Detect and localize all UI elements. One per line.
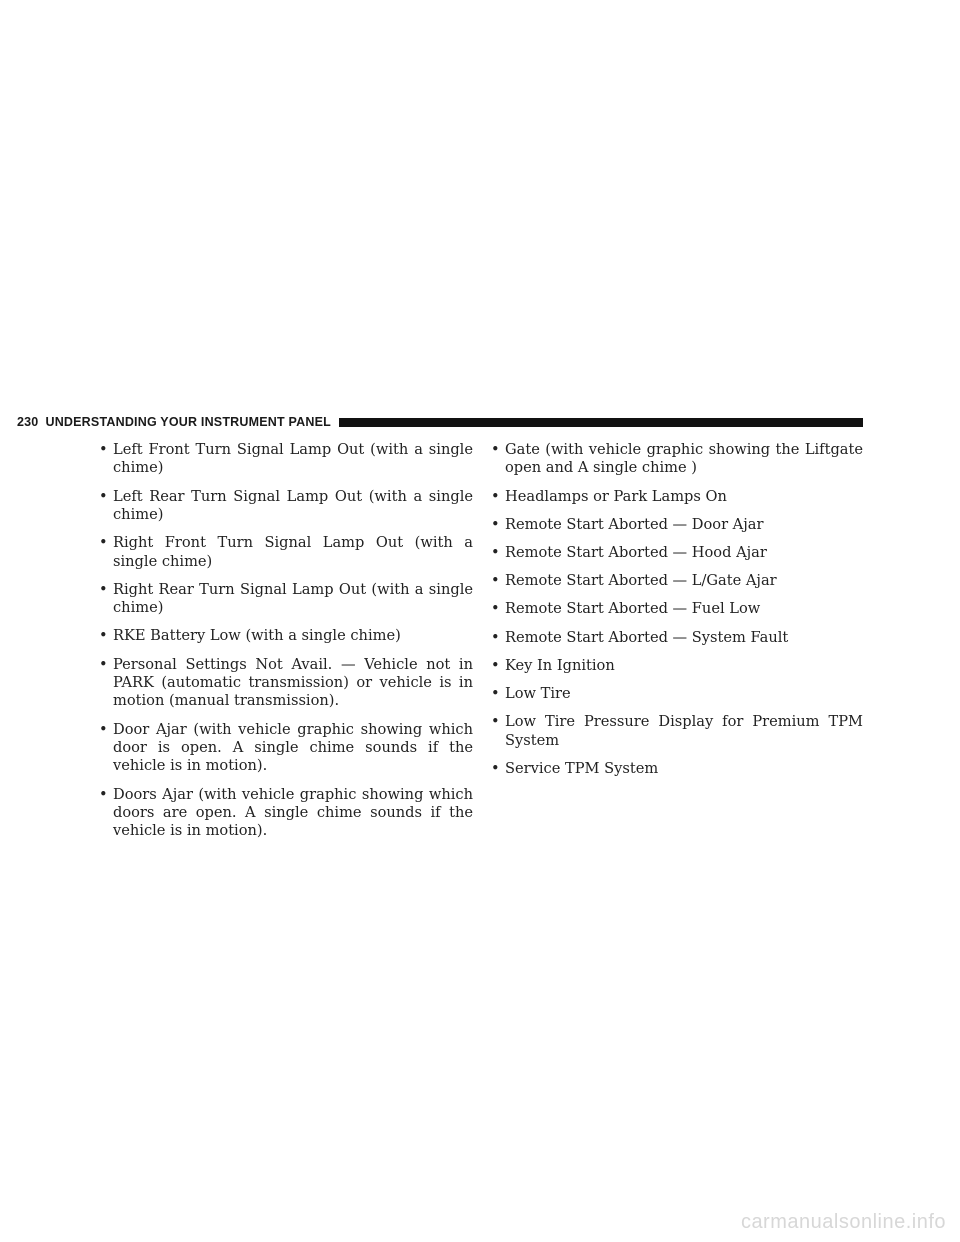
list-item-text: Personal Settings Not Avail. — Vehicle not in PARK (automatic transmission) or vehicle is in motion (manual transmission). xyxy=(113,655,473,710)
list-item-text: Low Tire Pressure Display for Premium TPM System xyxy=(505,713,863,749)
list-item-text: Remote Start Aborted — Door Ajar xyxy=(505,515,764,533)
bullet-icon: • xyxy=(491,515,500,533)
list-item xyxy=(96,488,473,525)
list-item-text: Remote Start Aborted — Fuel Low xyxy=(505,600,761,618)
list-item-text: RKE Battery Low (with a single chime) xyxy=(113,627,401,645)
page-number: 230 xyxy=(17,415,39,429)
bullet-icon: • xyxy=(99,487,108,505)
list-item-text: Gate (with vehicle graphic showing the Liftgate open and A single chime ) xyxy=(505,441,863,477)
bullet-icon: • xyxy=(99,627,108,645)
list-item-text: Right Rear Turn Signal Lamp Out (with a single chime) xyxy=(113,580,473,617)
bullet-icon: • xyxy=(99,785,108,803)
page-header xyxy=(17,414,863,430)
list-item xyxy=(488,713,863,750)
bullet-icon: • xyxy=(491,713,500,731)
list-item-text: Remote Start Aborted — System Fault xyxy=(505,628,789,646)
bullet-icon: • xyxy=(99,720,108,738)
bullet-icon: • xyxy=(99,655,108,673)
list-item-text: Service TPM System xyxy=(505,759,659,777)
bullet-icon: • xyxy=(491,487,500,505)
list-item xyxy=(488,544,863,562)
list-item xyxy=(96,786,473,841)
list-item-text: Left Rear Turn Signal Lamp Out (with a single chime) xyxy=(113,487,473,524)
list-item-text: Doors Ajar (with vehicle graphic showing which doors are open. A single chime sounds if the vehicle is in motion). xyxy=(113,785,473,840)
list-item xyxy=(96,534,473,571)
list-item xyxy=(488,600,863,618)
list-item-text: Headlamps or Park Lamps On xyxy=(505,487,727,505)
bullet-icon: • xyxy=(491,759,500,777)
list-item xyxy=(488,516,863,534)
left-column-list xyxy=(96,441,473,851)
list-item xyxy=(488,488,863,506)
bullet-icon: • xyxy=(491,628,500,646)
bullet-icon: • xyxy=(491,685,500,703)
list-item-text: Door Ajar (with vehicle graphic showing which door is open. A single chime sounds if the vehicle is in motion). xyxy=(113,720,473,775)
bullet-icon: • xyxy=(491,600,500,618)
list-item-text: Remote Start Aborted — L/Gate Ajar xyxy=(505,572,777,590)
bullet-icon: • xyxy=(99,580,108,598)
list-item xyxy=(488,685,863,703)
bullet-icon: • xyxy=(99,441,108,458)
list-item-text: Remote Start Aborted — Hood Ajar xyxy=(505,544,767,562)
list-item xyxy=(488,572,863,590)
list-item xyxy=(488,760,863,778)
list-item xyxy=(488,657,863,675)
bullet-icon: • xyxy=(99,534,108,552)
list-item xyxy=(96,581,473,618)
right-column-list xyxy=(488,441,863,788)
list-item xyxy=(96,627,473,645)
list-item xyxy=(96,656,473,711)
list-item-text: Right Front Turn Signal Lamp Out (with a single chime) xyxy=(113,534,473,570)
bullet-icon: • xyxy=(491,656,500,674)
list-item xyxy=(488,629,863,647)
list-item xyxy=(488,441,863,478)
bullet-icon: • xyxy=(491,441,500,458)
list-item-text: Low Tire xyxy=(505,685,571,703)
list-item xyxy=(96,441,473,478)
list-item-text: Key In Ignition xyxy=(505,656,615,674)
watermark: carmanualsonline.info xyxy=(740,1211,946,1233)
section-title: UNDERSTANDING YOUR INSTRUMENT PANEL xyxy=(45,415,331,429)
bullet-icon: • xyxy=(491,544,500,562)
list-item xyxy=(96,721,473,776)
list-item-text: Left Front Turn Signal Lamp Out (with a single chime) xyxy=(113,441,473,477)
bullet-icon: • xyxy=(491,572,500,590)
header-rule xyxy=(339,418,863,427)
